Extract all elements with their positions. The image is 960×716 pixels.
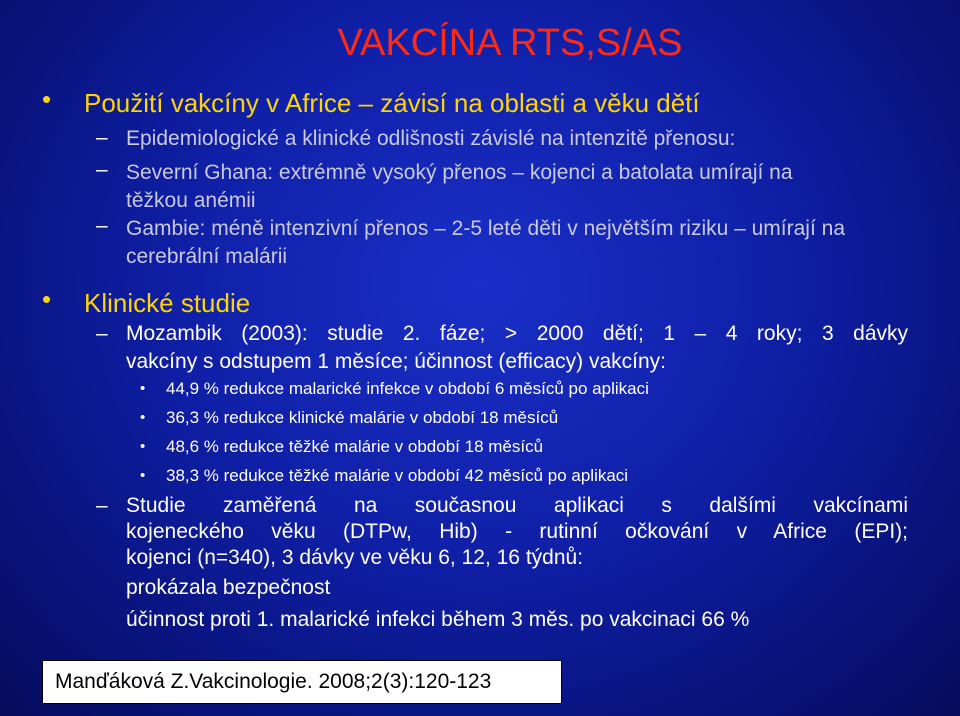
studie-line-5: účinnost proti 1. malarické infekci během 3 měs. po vakcinaci 66 % bbox=[126, 608, 750, 631]
bullet: • bbox=[140, 438, 146, 455]
mozambik-line-2: vakcíny s odstupem 1 měsíce; účinnost (efficacy) vakcíny: bbox=[126, 350, 667, 373]
dash: – bbox=[96, 214, 108, 237]
reference-box: Manďáková Z.Vakcinologie. 2008;2(3):120-123 bbox=[42, 660, 562, 704]
bullet: • bbox=[140, 409, 146, 426]
efficacy-item: 38,3 % redukce těžké malárie v období 42 měsíců po aplikaci bbox=[166, 466, 629, 485]
studie-line-2: kojeneckého věku (DTPw, Hib) - rutinní očkování v Africe (EPI); bbox=[126, 520, 908, 543]
dash: – bbox=[96, 158, 108, 181]
bullet: • bbox=[42, 84, 52, 114]
studie-line-1: Studie zaměřená na současnou aplikaci s dalšími vakcínami bbox=[126, 494, 908, 517]
list-item: Gambie: méně intenzivní přenos – 2-5 leté děti v největším riziku – umírají na cerebrální malárii bbox=[126, 217, 846, 268]
dash: – bbox=[96, 494, 108, 517]
efficacy-item: 36,3 % redukce klinické malárie v období 18 měsíců bbox=[166, 408, 559, 427]
bullet: • bbox=[42, 284, 52, 314]
dash: – bbox=[96, 126, 108, 149]
bullet: • bbox=[140, 467, 146, 484]
mozambik-line-1: Mozambik (2003): studie 2. fáze; > 2000 dětí; 1 – 4 roky; 3 dávky bbox=[126, 322, 908, 345]
studie-line-4: prokázala bezpečnost bbox=[126, 576, 331, 599]
page-title: VAKCÍNA RTS,S/AS bbox=[337, 22, 683, 64]
efficacy-item: 48,6 % redukce těžké malárie v období 18 měsíců bbox=[166, 437, 544, 456]
efficacy-item: 44,9 % redukce malarické infekce v období 6 měsíců po aplikaci bbox=[166, 379, 649, 398]
studie-line-3: kojenci (n=340), 3 dávky ve věku 6, 12, 16 týdnů: bbox=[126, 546, 584, 569]
bullet: • bbox=[140, 380, 146, 397]
section-heading-clinical-studies: Klinické studie bbox=[84, 288, 251, 318]
list-item: Severní Ghana: extrémně vysoký přenos – kojenci a batolata umírají na těžkou anémii bbox=[126, 161, 793, 212]
section-heading-vaccine-use: Použití vakcíny v Africe – závisí na oblasti a věku dětí bbox=[84, 88, 700, 118]
dash: – bbox=[96, 322, 108, 345]
list-item: Epidemiologické a klinické odlišnosti závislé na intenzitě přenosu: bbox=[126, 127, 736, 150]
